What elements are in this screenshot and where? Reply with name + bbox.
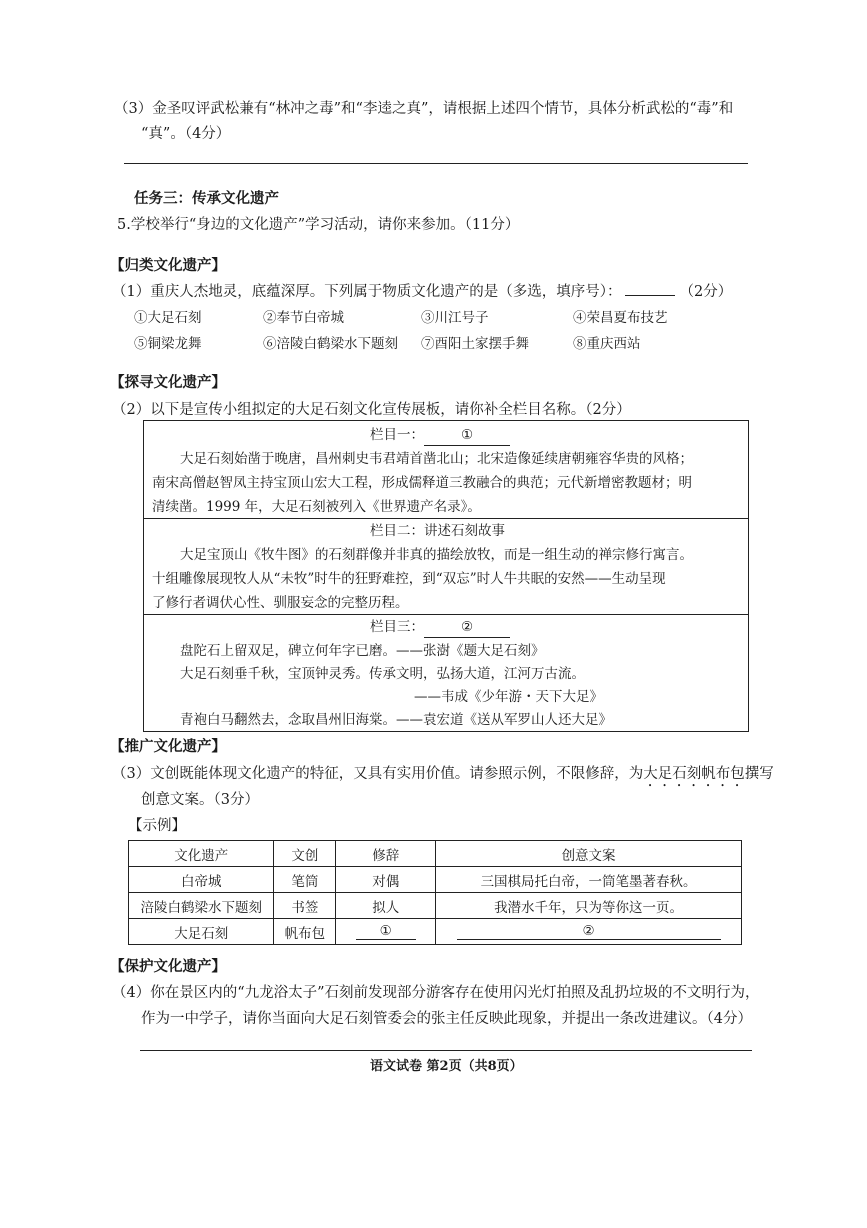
page-footer: 语文试卷 第2页（共8页） [370,1059,523,1074]
answer-cell-2[interactable] [436,919,742,945]
table-row [129,919,742,945]
prev-question-line2: “真”。（4分） [141,126,231,142]
question-4-line1: （4）你在景区内的“九龙浴太子”石刻前发现部分游客存在使用闪光灯拍照及乱扔垃圾的不文明行为， [112,985,760,1001]
table-header: 修辞 [336,841,436,867]
section-header-promote: 【推广文化遗产】 [110,738,226,755]
poem-line: 盘陀石上留双足，碑立何年字已磨。——张澍《题大足石刻》 [180,643,545,659]
example-table [128,840,742,945]
table-cell: 帆布包 [274,919,336,945]
column-1-text-line: 清续凿。1999 年，大足石刻被列入《世界遗产名录》。 [152,499,481,515]
column-2-text-line: 大足宝顶山《牧牛图》的石刻群像并非真的描绘放牧，而是一组生动的禅宗修行寓言。 [180,547,693,563]
column-1-text-line: 南宋高僧赵智凤主持宝顶山宏大工程，形成儒释道三教融合的典范；元代新增密教题材；明 [152,475,692,491]
footer-rule [140,1050,752,1051]
column-2-text-line: 十组雕像展现牧人从“未牧”时牛的狂野难控，到“双忘”时人牛共眠的安然——生动呈现 [152,571,666,587]
question-intro: 5.学校举行“身边的文化遗产”学习活动，请你来参加。（11分） [117,217,520,233]
option-8: ⑧重庆西站 [573,336,641,352]
answer-mark-1: ① [356,923,416,940]
column-1-text-line: 大足石刻始凿于晚唐，昌州刺史韦君靖首凿北山；北宋造像延续唐朝雍容华贵的风格； [180,451,693,467]
question-1 [112,282,732,302]
option-3: ③川江号子 [421,310,489,326]
option-4: ④荣昌夏布技艺 [573,310,668,326]
table-cell: 白帝城 [129,867,274,893]
table-row [129,867,742,893]
column-2-title: 栏目二：讲述石刻故事 [370,523,505,539]
table-cell: 对偶 [336,867,436,893]
option-5: ⑤铜梁龙舞 [134,336,202,352]
emphasized-text: 大足石刻帆布包 [643,766,745,782]
column-3-blank[interactable] [424,617,510,638]
section-header-protect: 【保护文化遗产】 [110,958,226,975]
table-header: 创意文案 [436,841,742,867]
question-3-text-end: 撰写 [744,766,774,782]
example-label: 【示例】 [128,818,186,834]
poem-line: 青袍白马翻然去，念取昌州旧海棠。——袁宏道《送从军罗山人还大足》 [180,712,612,728]
table-header-row [129,841,742,867]
option-2: ②奉节白帝城 [263,310,344,326]
table-cell: 三国棋局托白帝，一筒笔墨著春秋。 [436,867,742,893]
option-1: ①大足石刻 [134,310,202,326]
question-2: （2）以下是宣传小组拟定的大足石刻文化宣传展板，请你补全栏目名称。（2分） [112,402,631,418]
column-3-title [370,617,510,638]
answer-mark-2: ② [457,923,721,940]
column-2-text-line: 了修行者调伏心性、驯服妄念的完整历程。 [152,595,409,611]
table-cell: 大足石刻 [129,919,274,945]
table-cell: 拟人 [336,893,436,919]
column-3-label: 栏目三： [370,619,424,635]
question-3 [112,764,774,790]
option-6: ⑥涪陵白鹤梁水下题刻 [263,336,398,352]
question-4-line2: 作为一中学子，请你当面向大足石刻管委会的张主任反映此现象，并提出一条改进建议。（4分） [141,1011,752,1027]
table-cell: 书签 [274,893,336,919]
task-title: 任务三：传承文化遗产 [134,190,279,207]
question-3-line2: 创意文案。（3分） [141,792,259,808]
table-header: 文化遗产 [129,841,274,867]
option-7: ⑦酉阳土家摆手舞 [421,336,529,352]
table-cell: 笔筒 [274,867,336,893]
section-header-classify: 【归类文化遗产】 [110,257,226,274]
answer-cell-1[interactable] [336,919,436,945]
poem-attribution: ——韦成《少年游・天下大足》 [414,689,603,705]
table-row [129,893,742,919]
section-header-explore: 【探寻文化遗产】 [110,374,226,391]
answer-blank[interactable] [625,295,675,296]
question-1-text: （1）重庆人杰地灵，底蕴深厚。下列属于物质文化遗产的是（多选，填序号）： [112,284,622,300]
column-1-blank[interactable] [424,425,510,446]
answer-line [124,163,748,164]
table-cell: 涪陵白鹤梁水下题刻 [129,893,274,919]
column-1-title [370,425,510,446]
poem-line: 大足石刻垂千秋，宝顶钟灵秀。传承文明，弘扬大道，江河万古流。 [180,666,585,682]
question-1-score: （2分） [679,284,733,300]
column-1-label: 栏目一： [370,427,424,443]
table-header: 文创 [274,841,336,867]
column-3-mark: ② [460,619,474,635]
question-3-text: （3）文创既能体现文化遗产的特征，又具有实用价值。请参照示例，不限修辞，为 [112,766,644,782]
table-cell: 我潜水千年，只为等你这一页。 [436,893,742,919]
column-1-mark: ① [460,427,474,443]
prev-question-line1: （3）金圣叹评武松兼有“林冲之毒”和“李逵之真”，请根据上述四个情节，具体分析武松的“毒”和 [114,101,734,117]
